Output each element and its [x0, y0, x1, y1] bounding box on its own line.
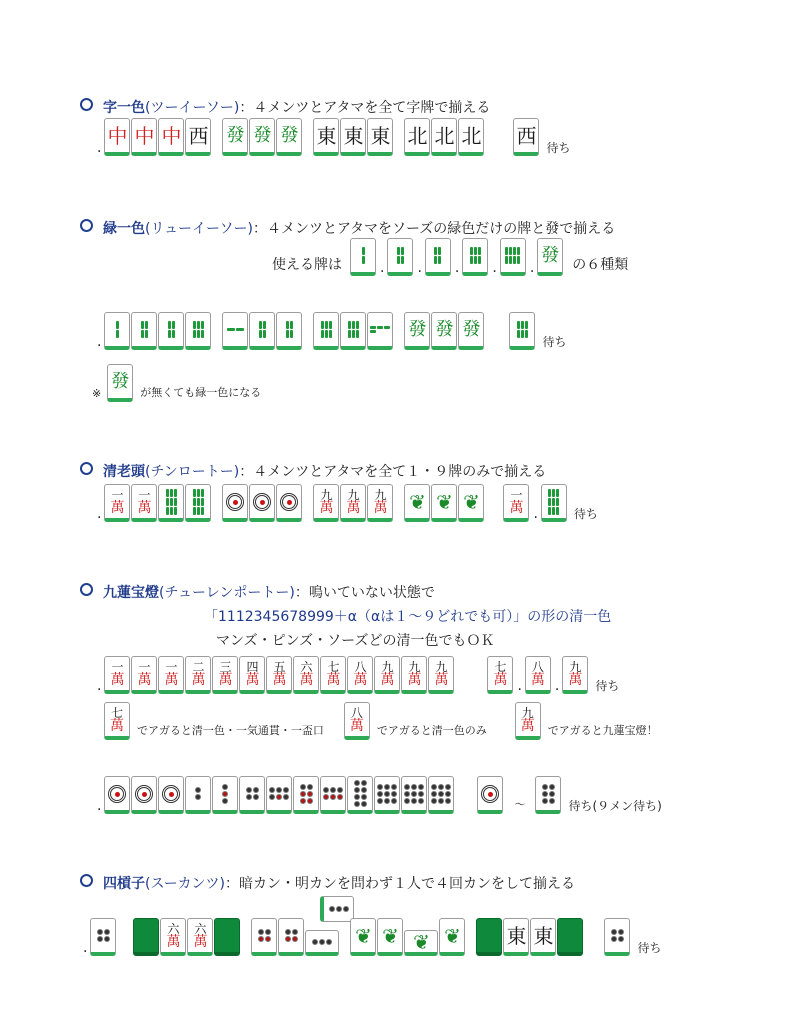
yaku-reading: (チューレンポートー) [159, 585, 295, 601]
tile-pin1 [158, 776, 184, 814]
tile-man: 四 萬 [239, 656, 265, 694]
tile-pin8 [347, 776, 373, 814]
tile-man: 五 萬 [266, 656, 292, 694]
tile-pin1 [249, 484, 275, 522]
tile-sou6-side [367, 312, 393, 350]
tile-sou1: ❦ [377, 918, 403, 956]
yaku-description: ：４メンツとアタマを全て１・９牌のみで揃える [239, 464, 547, 480]
tile-pin1 [276, 484, 302, 522]
tile-pin9 [374, 776, 400, 814]
usable-label: 使える牌は [272, 257, 342, 273]
tile-hatsu: 發 [249, 118, 275, 156]
tile-pin7 [320, 776, 346, 814]
tile-sou3 [387, 238, 413, 276]
tile-sou2 [350, 238, 376, 276]
tile-man: 九 萬 [401, 656, 427, 694]
tile-hatsu: 發 [276, 118, 302, 156]
wait-label: 待ち [546, 141, 571, 155]
churen-win-notes [104, 702, 658, 740]
hand-churen-man: . 一 萬 一 萬 一 萬 二 萬 三 萬 四 萬 五 萬 六 萬 七 萬 八 萬 九 萬 九 萬 九 萬 七 萬 . 八 萬 . 九 萬 待ち [94, 656, 619, 694]
tile-sou2-side [222, 312, 248, 350]
yaku-name: 緑一色 [103, 221, 145, 237]
yaku-name: 九蓮宝燈 [103, 585, 159, 601]
tile-pin1 [131, 776, 157, 814]
tile-sou6 [313, 312, 339, 350]
tile-sou9-wait [541, 484, 567, 522]
tile-man1: 一 萬 [131, 484, 157, 522]
tile-sou8 [500, 238, 526, 276]
tile-sou1: ❦ [431, 484, 457, 522]
tile-sou3 [131, 312, 157, 350]
hand-churen-pin: . ～ 待ち(９メン待ち) [94, 776, 662, 814]
tile-chun: 中 [158, 118, 184, 156]
yaku-description: ：暗カン・明カンを問わず１人で４回カンをして揃える [224, 876, 575, 892]
ryuiiso-note [92, 364, 261, 402]
tile-pin4 [90, 918, 116, 956]
section-header-sukantsu [80, 873, 575, 893]
yaku-name: 清老頭 [103, 464, 145, 480]
tile-pei: 北 [404, 118, 430, 156]
tile-pin9-wait [535, 776, 561, 814]
hand-tsuiiso [94, 118, 570, 156]
tile-hatsu: 發 [431, 312, 457, 350]
tile-hatsu: 發 [107, 364, 133, 402]
hand-ryuiiso: . 發 發 發 待ち [94, 312, 566, 350]
note-text: が無くても緑一色になる [140, 386, 262, 399]
tile-pin2 [185, 776, 211, 814]
tile-sou2 [104, 312, 130, 350]
yaku-reading: (リューイーソー) [145, 221, 253, 237]
tile-man7: 七 萬 [104, 702, 130, 740]
section-header-ryuiiso [80, 218, 615, 238]
tile-man: 九 萬 [374, 656, 400, 694]
tile-hatsu: 發 [222, 118, 248, 156]
tile-man7-wait: 七 萬 [487, 656, 513, 694]
tile-ton: 東 [367, 118, 393, 156]
tile-sha: 西 [185, 118, 211, 156]
tile-man: 一 萬 [131, 656, 157, 694]
tile-pin9 [401, 776, 427, 814]
tile-man9: 九 萬 [515, 702, 541, 740]
tile-sou9 [158, 484, 184, 522]
tile-chun: 中 [104, 118, 130, 156]
tile-man8-wait: 八 萬 [525, 656, 551, 694]
tile-man: 一 萬 [104, 656, 130, 694]
tile-sou4 [425, 238, 451, 276]
yaku-name: 四槓子 [103, 876, 145, 892]
circle-bullet-icon [80, 219, 93, 232]
churen-note: マンズ・ピンズ・ソーズどの清一色でもＯＫ [216, 633, 495, 649]
tile-sou8 [185, 312, 211, 350]
kinds-label: の６種類 [572, 257, 629, 273]
tile-sou1: ❦ [458, 484, 484, 522]
wait-label: 待ち [595, 679, 620, 693]
win8-note: でアガると清一色のみ [376, 724, 487, 737]
tilde: ～ [514, 798, 526, 811]
tile-pin7 [251, 918, 277, 956]
wait-nine-label: 待ち(９メン待ち) [568, 799, 662, 813]
tile-pin1-wait [477, 776, 503, 814]
tile-man: 六 萬 [293, 656, 319, 694]
circle-bullet-icon [80, 462, 93, 475]
tile-pin9 [428, 776, 454, 814]
tile-pin4 [239, 776, 265, 814]
tile-man: 九 萬 [428, 656, 454, 694]
tile-hatsu: 發 [404, 312, 430, 350]
tile-ton: 東 [313, 118, 339, 156]
tile-sou6 [462, 238, 488, 276]
tile-pei: 北 [458, 118, 484, 156]
wait-label: 待ち [637, 941, 662, 955]
tile-hatsu: 發 [537, 238, 563, 276]
tile-ton: 東 [340, 118, 366, 156]
tile-sou4 [158, 312, 184, 350]
yaku-description: ：４メンツとアタマをソーズの緑色だけの牌と發で揃える [252, 221, 616, 237]
tile-pin7 [278, 918, 304, 956]
tile-man9: 九 萬 [313, 484, 339, 522]
tile-ton: 東 [530, 918, 556, 956]
yaku-reading: (チンロートー) [145, 464, 240, 480]
tile-pin1 [222, 484, 248, 522]
win7-note: でアガると清一色・一気通貫・一盃口 [137, 724, 324, 737]
churen-form: 「1112345678999＋α（αは１～９どれでも可）」の形の清一色 [204, 609, 612, 625]
wait-label: 待ち [573, 507, 598, 521]
section-header-chinroto [80, 461, 546, 481]
tile-man9-wait: 九 萬 [562, 656, 588, 694]
tile-sou1-side: ❦ [404, 930, 438, 956]
tile-sou6 [340, 312, 366, 350]
yaku-description: ：４メンツとアタマを全て字牌で揃える [239, 100, 491, 116]
hand-sukantsu: . 六 萬 六 萬 ❦ ❦ ❦ ❦ 東 東 待ち [80, 918, 661, 956]
tile-sou1: ❦ [350, 918, 376, 956]
bullet-dot: . [97, 140, 102, 156]
tile-sou8-wait [509, 312, 535, 350]
tile-back [214, 918, 240, 956]
tile-man: 一 萬 [158, 656, 184, 694]
tile-man1: 一 萬 [104, 484, 130, 522]
yaku-reading: (スーカンツ) [145, 876, 225, 892]
tile-pin7-side [305, 930, 339, 956]
circle-bullet-icon [80, 874, 93, 887]
tile-hatsu: 發 [458, 312, 484, 350]
tile-man1-wait: 一 萬 [503, 484, 529, 522]
tile-sou1: ❦ [404, 484, 430, 522]
tile-pei: 北 [431, 118, 457, 156]
tile-man6: 六 萬 [187, 918, 213, 956]
yaku-description: ：鳴いていない状態で [294, 585, 435, 601]
section-header-churen [80, 582, 435, 602]
tile-back [476, 918, 502, 956]
usable-tiles-row: 使える牌は . . . . . 發 の６種類 [272, 238, 628, 276]
tile-back [133, 918, 159, 956]
tile-man9: 九 萬 [367, 484, 393, 522]
hand-chinroto: . 一 萬 一 萬 九 萬 九 萬 九 萬 ❦ ❦ ❦ 一 萬 . 待ち [94, 484, 598, 522]
tile-man8: 八 萬 [344, 702, 370, 740]
yaku-reading: (ツーイーソー) [145, 100, 240, 116]
tile-man9-side: 九 萬 [340, 484, 366, 522]
wait-label: 待ち [542, 335, 567, 349]
tile-pin5 [266, 776, 292, 814]
tile-chun: 中 [131, 118, 157, 156]
circle-bullet-icon [80, 583, 93, 596]
tile-man6: 六 萬 [160, 918, 186, 956]
note-mark: ※ [92, 387, 102, 400]
section-header-tsuiiso [80, 97, 490, 117]
tile-pin1 [104, 776, 130, 814]
tile-sou1: ❦ [439, 918, 465, 956]
tile-back [557, 918, 583, 956]
tile-man: 八 萬 [347, 656, 373, 694]
tile-man: 二 萬 [185, 656, 211, 694]
win9-note: でアガると九蓮宝燈！ [547, 724, 658, 737]
tile-sou3 [249, 312, 275, 350]
circle-bullet-icon [80, 98, 93, 111]
tile-man: 三 萬 [212, 656, 238, 694]
yaku-name: 字一色 [103, 100, 145, 116]
tile-sha-wait: 西 [513, 118, 539, 156]
tile-ton: 東 [503, 918, 529, 956]
tile-pin3 [212, 776, 238, 814]
tile-pin4-wait [604, 918, 630, 956]
tile-sou4 [276, 312, 302, 350]
tile-man: 七 萬 [320, 656, 346, 694]
tile-sou9 [185, 484, 211, 522]
tile-pin6 [293, 776, 319, 814]
